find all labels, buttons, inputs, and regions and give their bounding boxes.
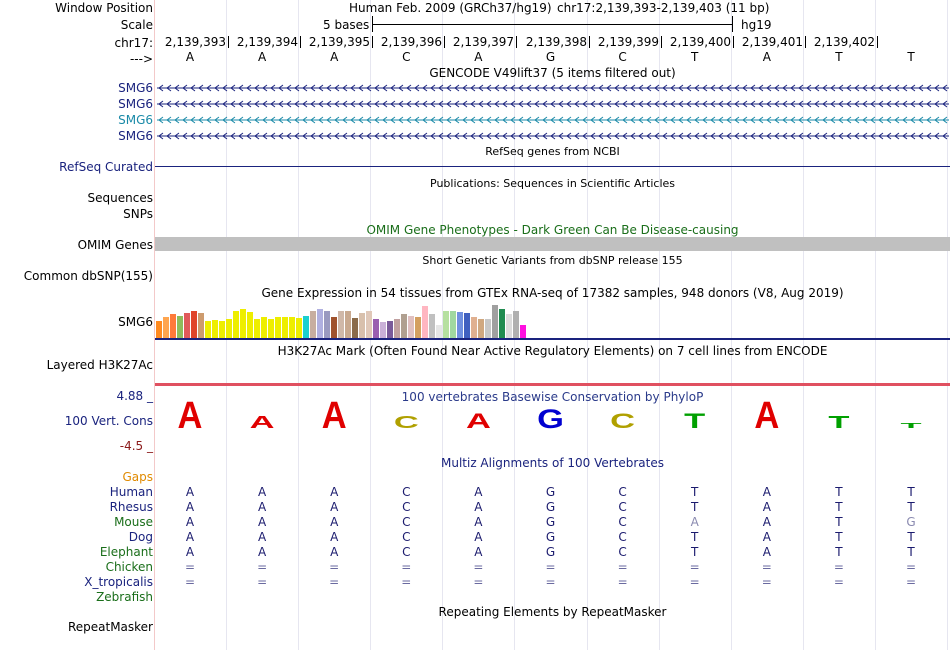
alignment-base: = xyxy=(905,575,917,589)
sequences-label[interactable]: Sequences xyxy=(87,191,153,205)
alignment-base: C xyxy=(618,500,627,514)
gtex-tissue-bar[interactable] xyxy=(261,317,267,338)
repeatmasker-label[interactable]: RepeatMasker xyxy=(67,620,153,634)
alignment-base: = xyxy=(257,560,268,574)
alignment-base: = xyxy=(401,560,412,574)
repeatmasker-title[interactable]: Repeating Elements by RepeatMasker xyxy=(438,605,667,619)
alignment-base: T xyxy=(835,515,843,529)
gencode-transcript-strand[interactable] xyxy=(157,99,949,109)
gtex-tissue-bar[interactable] xyxy=(513,311,519,338)
scale-text: 5 bases xyxy=(323,18,370,32)
alignment-base: C xyxy=(402,545,411,559)
species-label[interactable]: Chicken xyxy=(105,560,153,574)
ruler-coordinate: 2,139,394 xyxy=(236,35,298,49)
gtex-tissue-bar[interactable] xyxy=(366,311,372,338)
alignment-base: G xyxy=(545,485,556,499)
base-letter: T xyxy=(691,50,699,64)
gtex-tissue-bar[interactable] xyxy=(177,316,183,338)
alignment-base: A xyxy=(762,485,771,499)
svg-text:A: A xyxy=(465,409,491,434)
base-letter: A xyxy=(762,50,771,64)
ruler-coordinate: 2,139,399 xyxy=(597,35,659,49)
svg-text:A: A xyxy=(177,393,203,437)
alignment-base: = xyxy=(329,560,340,574)
alignment-base: T xyxy=(907,530,915,544)
alignment-base: T xyxy=(691,530,699,544)
alignment-base: T xyxy=(691,485,699,499)
gtex-tissue-bar[interactable] xyxy=(373,319,379,338)
svg-text:T: T xyxy=(828,412,850,432)
alignment-base: A xyxy=(474,515,483,529)
gtex-tissue-bar[interactable] xyxy=(443,311,449,338)
base-letter: A xyxy=(330,50,339,64)
ruler-coordinate: 2,139,397 xyxy=(452,35,514,49)
dbsnp-title[interactable]: Short Genetic Variants from dbSNP release 155 xyxy=(422,254,683,267)
gtex-tissue-bar[interactable] xyxy=(506,314,512,338)
ruler-tick xyxy=(805,36,806,48)
omim-gene-bar[interactable] xyxy=(155,237,950,251)
gtex-title[interactable]: Gene Expression in 54 tissues from GTEx RNA-seq of 17382 samples, 948 donors (V8, Aug 2019) xyxy=(261,286,844,300)
ruler-tick xyxy=(516,36,517,48)
phylop-ymax: 4.88 _ xyxy=(116,389,153,403)
gtex-tissue-bar[interactable] xyxy=(268,319,274,338)
alignment-base: G xyxy=(545,530,556,544)
svg-text:T: T xyxy=(900,421,922,430)
base-letter: A xyxy=(257,50,267,64)
alignment-base: A xyxy=(330,485,339,499)
gtex-tissue-bar[interactable] xyxy=(436,325,442,338)
gtex-label[interactable]: SMG6 xyxy=(118,315,153,329)
alignment-base: C xyxy=(402,530,411,544)
phylop-base-glyph[interactable] xyxy=(828,412,850,431)
alignment-base: A xyxy=(330,500,339,514)
svg-text:A: A xyxy=(321,393,347,437)
ruler-tick xyxy=(589,36,590,48)
snps-label[interactable]: SNPs xyxy=(123,207,153,221)
base-letter: T xyxy=(835,50,843,64)
species-label[interactable]: Rhesus xyxy=(109,500,153,514)
gtex-tissue-bar[interactable] xyxy=(331,317,337,338)
gtex-tissue-bar[interactable] xyxy=(156,321,162,338)
gtex-tissue-bar[interactable] xyxy=(492,305,498,338)
alignment-base: C xyxy=(618,530,627,544)
phylop-base-glyph[interactable] xyxy=(394,412,419,431)
ruler-coordinate: 2,139,395 xyxy=(308,35,370,49)
alignment-base: = xyxy=(617,575,628,589)
alignment-base: = xyxy=(689,560,700,574)
alignment-base: T xyxy=(835,485,843,499)
gtex-tissue-bar[interactable] xyxy=(415,317,421,338)
gencode-transcript-label[interactable]: SMG6 xyxy=(118,97,153,111)
base-letter: A xyxy=(185,50,195,64)
base-letter: C xyxy=(402,50,411,64)
species-label[interactable]: Zebrafish xyxy=(96,590,153,604)
ruler-tick xyxy=(661,36,662,48)
gtex-tissue-bar[interactable] xyxy=(170,314,176,338)
refseq-label[interactable]: RefSeq Curated xyxy=(59,160,153,174)
gtex-tissue-bar[interactable] xyxy=(422,306,428,338)
gtex-tissue-bar[interactable] xyxy=(401,314,407,338)
gtex-tissue-bar[interactable] xyxy=(520,325,526,338)
scale-bar xyxy=(372,16,733,32)
alignment-base: A xyxy=(474,500,483,514)
alignment-base: A xyxy=(474,545,483,559)
base-letter: C xyxy=(618,50,627,64)
alignment-base: A xyxy=(185,485,195,499)
gencode-transcript-label[interactable]: SMG6 xyxy=(118,113,153,127)
multiz-title[interactable]: Multiz Alignments of 100 Vertebrates xyxy=(440,456,665,470)
alignment-base: A xyxy=(690,515,699,529)
phylop-ymin: -4.5 _ xyxy=(119,439,153,453)
alignment-base: G xyxy=(906,515,916,529)
alignment-base: C xyxy=(402,485,411,499)
base-letter: G xyxy=(545,50,556,64)
gtex-tissue-bar[interactable] xyxy=(457,312,463,338)
alignment-base: = xyxy=(257,575,268,589)
alignment-base: G xyxy=(545,500,556,514)
alignment-base: T xyxy=(835,545,843,559)
ruler-coordinate: 2,139,402 xyxy=(813,35,875,49)
alignment-base: A xyxy=(330,515,339,529)
gtex-tissue-bar[interactable] xyxy=(212,320,218,338)
svg-text:A: A xyxy=(249,412,275,432)
gtex-tissue-bar[interactable] xyxy=(191,311,197,338)
scale-label: Scale xyxy=(120,18,153,32)
alignment-base: = xyxy=(761,575,772,589)
phylop-base-glyph[interactable] xyxy=(684,410,706,434)
strand-label: ---> xyxy=(129,52,153,66)
h3k27ac-signal[interactable] xyxy=(155,383,950,386)
gtex-tissue-bar[interactable] xyxy=(471,317,477,338)
gtex-tissue-bar[interactable] xyxy=(338,311,344,338)
grid-line xyxy=(587,0,588,650)
omim-label[interactable]: OMIM Genes xyxy=(77,238,153,252)
svg-text:C: C xyxy=(610,409,636,434)
alignment-base: = xyxy=(473,560,484,574)
gtex-tissue-bar[interactable] xyxy=(317,309,323,338)
dbsnp-label[interactable]: Common dbSNP(155) xyxy=(23,269,153,283)
alignment-base: A xyxy=(762,530,771,544)
alignment-base: A xyxy=(330,530,339,544)
alignment-base: A xyxy=(474,485,483,499)
gtex-tissue-bar[interactable] xyxy=(478,319,484,338)
assembly-text: Human Feb. 2009 (GRCh37/hg19) xyxy=(349,1,552,15)
ruler-tick xyxy=(733,36,734,48)
alignment-base: = xyxy=(473,575,484,589)
alignment-base: = xyxy=(761,560,772,574)
alignment-base: C xyxy=(402,500,411,514)
gtex-tissue-bar[interactable] xyxy=(282,317,288,338)
alignment-base: = xyxy=(545,575,556,589)
phylop-base-glyph[interactable] xyxy=(178,393,203,436)
alignment-base: C xyxy=(618,515,627,529)
ruler-coordinate: 2,139,400 xyxy=(669,35,731,49)
alignment-base: = xyxy=(329,575,340,589)
base-letter: A xyxy=(474,50,483,64)
alignment-base: T xyxy=(835,500,843,514)
alignment-base: = xyxy=(401,575,412,589)
alignment-base: A xyxy=(474,530,483,544)
gtex-tissue-bar[interactable] xyxy=(254,319,260,338)
gtex-tissue-bar[interactable] xyxy=(247,312,253,338)
alignment-base: T xyxy=(907,500,915,514)
gtex-tissue-bar[interactable] xyxy=(275,317,281,338)
gtex-tissue-bar[interactable] xyxy=(219,321,225,338)
alignment-base: A xyxy=(762,515,771,529)
alignment-base: C xyxy=(618,485,627,499)
gtex-tissue-bar[interactable] xyxy=(352,318,358,338)
omim-title[interactable]: OMIM Gene Phenotypes - Dark Green Can Be Disease-causing xyxy=(366,223,739,237)
alignment-base: A xyxy=(330,545,339,559)
species-label[interactable]: Human xyxy=(109,485,153,499)
refseq-gene-line[interactable] xyxy=(155,166,950,167)
alignment-base: T xyxy=(907,485,915,499)
svg-text:G: G xyxy=(537,403,564,435)
base-letter: T xyxy=(907,50,915,64)
gtex-tissue-bar[interactable] xyxy=(289,317,295,338)
gtex-tissue-bar[interactable] xyxy=(345,311,351,338)
alignment-base: = xyxy=(689,575,700,589)
phylop-label[interactable]: 100 Vert. Cons xyxy=(64,414,153,428)
alignment-base: A xyxy=(257,530,267,544)
gtex-tissue-bar[interactable] xyxy=(233,311,239,338)
grid-line xyxy=(803,0,804,650)
gtex-bar-chart[interactable] xyxy=(156,300,536,338)
ruler-tick xyxy=(877,36,878,48)
position-text: chr17:2,139,393-2,139,403 (11 bp) xyxy=(557,1,770,15)
ruler-coordinate: 2,139,398 xyxy=(525,35,587,49)
phylop-base-glyph[interactable] xyxy=(610,410,635,434)
phylop-base-glyph[interactable] xyxy=(537,404,564,434)
ruler-tick xyxy=(300,36,301,48)
alignment-base: A xyxy=(762,545,771,559)
ruler-tick xyxy=(228,36,229,48)
gencode-transcript-strand[interactable] xyxy=(157,83,949,93)
svg-text:A: A xyxy=(754,393,780,437)
ruler-tick xyxy=(444,36,445,48)
alignment-base: = xyxy=(184,575,196,589)
species-label[interactable]: X_tropicalis xyxy=(84,575,153,589)
grid-line xyxy=(659,0,660,650)
alignment-base: = xyxy=(833,560,844,574)
gtex-tissue-bar[interactable] xyxy=(485,319,491,338)
alignment-base: A xyxy=(257,515,267,529)
gencode-transcript-label[interactable]: SMG6 xyxy=(118,81,153,95)
gtex-tissue-bar[interactable] xyxy=(303,316,309,338)
gtex-tissue-bar[interactable] xyxy=(408,316,414,338)
alignment-base: G xyxy=(545,515,556,529)
chrom-label: chr17: xyxy=(114,36,153,50)
alignment-base: A xyxy=(257,485,267,499)
species-label[interactable]: Dog xyxy=(128,530,153,544)
gtex-tissue-bar[interactable] xyxy=(450,311,456,338)
ruler-coordinate: 2,139,401 xyxy=(741,35,803,49)
gtex-tissue-bar[interactable] xyxy=(387,321,393,338)
alignment-base: = xyxy=(833,575,844,589)
gtex-tissue-bar[interactable] xyxy=(429,314,435,338)
gencode-transcript-label[interactable]: SMG6 xyxy=(118,129,153,143)
gtex-tissue-bar[interactable] xyxy=(296,318,302,338)
gtex-tissue-bar[interactable] xyxy=(198,313,204,338)
gtex-tissue-bar[interactable] xyxy=(380,322,386,338)
window-position-label: Window Position xyxy=(55,1,153,15)
alignment-base: A xyxy=(762,500,771,514)
alignment-base: A xyxy=(185,500,195,514)
gtex-tissue-bar[interactable] xyxy=(499,309,505,338)
alignment-base: = xyxy=(617,560,628,574)
grid-line xyxy=(875,0,876,650)
svg-text:C: C xyxy=(393,412,419,432)
alignment-base: T xyxy=(907,545,915,559)
alignment-base: T xyxy=(691,545,699,559)
gtex-tissue-bar[interactable] xyxy=(359,313,365,338)
alignment-base: A xyxy=(185,545,195,559)
grid-line xyxy=(731,0,732,650)
phylop-base-glyph[interactable] xyxy=(250,412,275,431)
scale-db: hg19 xyxy=(741,18,772,32)
gtex-tissue-bar[interactable] xyxy=(205,321,211,338)
gtex-tissue-bar[interactable] xyxy=(324,311,330,338)
alignment-base: T xyxy=(691,500,699,514)
alignment-base: A xyxy=(257,545,267,559)
gtex-tissue-bar[interactable] xyxy=(394,319,400,338)
gtex-tissue-bar[interactable] xyxy=(184,313,190,338)
svg-text:T: T xyxy=(684,409,706,434)
gtex-tissue-bar[interactable] xyxy=(310,311,316,338)
gtex-divider xyxy=(155,338,950,340)
ruler-tick xyxy=(372,36,373,48)
h3k27ac-title[interactable]: H3K27Ac Mark (Often Found Near Active Regulatory Elements) on 7 cell lines from ENCODE xyxy=(277,344,828,358)
alignment-base: = xyxy=(184,560,196,574)
refseq-title[interactable]: RefSeq genes from NCBI xyxy=(485,145,620,158)
phylop-base-glyph[interactable] xyxy=(754,393,779,436)
phylop-title[interactable]: 100 vertebrates Basewise Conservation by PhyloP xyxy=(401,390,704,404)
gencode-transcript-strand[interactable] xyxy=(157,115,949,125)
gtex-tissue-bar[interactable] xyxy=(240,309,246,338)
alignment-base: = xyxy=(545,560,556,574)
gencode-transcript-strand[interactable] xyxy=(157,131,949,141)
gencode-title[interactable]: GENCODE V49lift37 (5 items filtered out) xyxy=(429,66,676,80)
phylop-base-glyph[interactable] xyxy=(466,410,491,434)
ruler-coordinate: 2,139,396 xyxy=(380,35,442,49)
grid-line xyxy=(947,0,948,650)
species-label[interactable]: Elephant xyxy=(99,545,153,559)
alignment-base: A xyxy=(257,500,267,514)
gtex-tissue-bar[interactable] xyxy=(163,317,169,338)
alignment-base: = xyxy=(905,560,917,574)
alignment-base: C xyxy=(402,515,411,529)
phylop-base-glyph[interactable] xyxy=(900,421,921,429)
phylop-base-glyph[interactable] xyxy=(322,393,347,436)
alignment-base: T xyxy=(835,530,843,544)
gtex-tissue-bar[interactable] xyxy=(226,319,232,338)
alignment-base: G xyxy=(545,545,556,559)
publications-title[interactable]: Publications: Sequences in Scientific Articles xyxy=(430,177,675,190)
ruler-coordinate: 2,139,393 xyxy=(164,35,226,49)
species-label[interactable]: Mouse xyxy=(114,515,153,529)
alignment-base: C xyxy=(618,545,627,559)
alignment-base: A xyxy=(185,515,195,529)
gtex-tissue-bar[interactable] xyxy=(464,313,470,338)
h3k27ac-label[interactable]: Layered H3K27Ac xyxy=(46,358,153,372)
alignment-base: A xyxy=(185,530,195,544)
gaps-label: Gaps xyxy=(122,470,153,484)
